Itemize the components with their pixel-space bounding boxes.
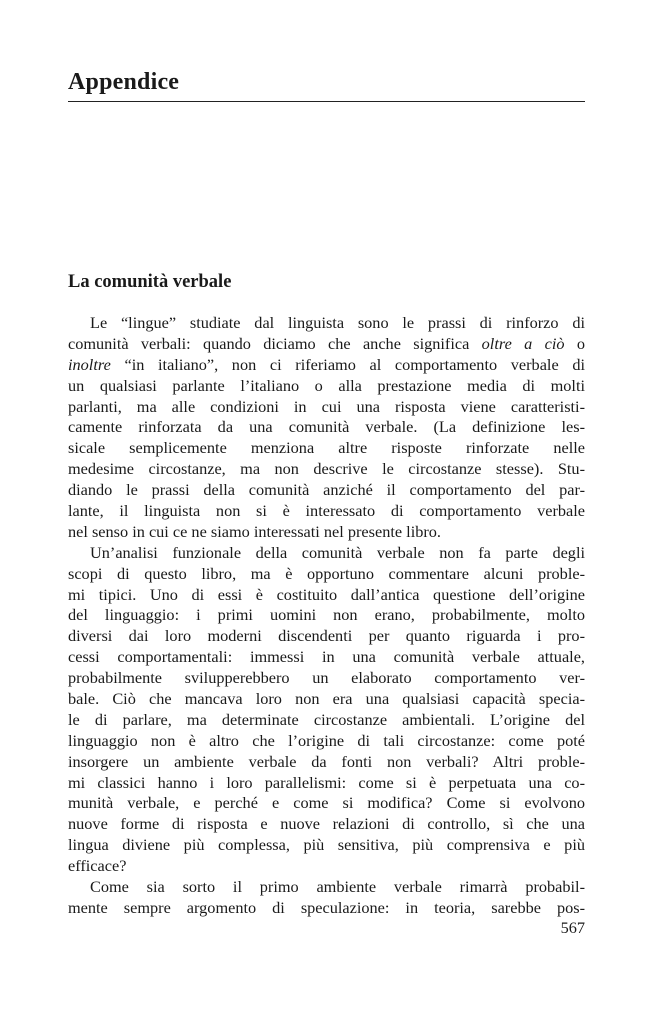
- text-line: medesime circostanze, ma non descrive le circostanze stesse). Stu-: [68, 459, 585, 479]
- text-line: un qualsiasi parlante l’italiano o alla prestazione media di molti: [68, 375, 585, 395]
- text-line: lingua diviene più complessa, più sensitiva, più comprensiva e più: [68, 835, 585, 855]
- text-line: sicale semplicemente menziona altre risposte rinforzate nelle: [68, 438, 585, 458]
- body-text: [68, 313, 585, 919]
- text-line: efficace?: [68, 856, 127, 876]
- text-line: lante, il linguista non si è interessato di comportamento verbale: [68, 501, 585, 521]
- text-line: munità verbale, e perché e come si modifica? Come si evolvono: [68, 793, 585, 813]
- text-line: scopi di questo libro, ma è opportuno commentare alcuni proble-: [68, 563, 585, 583]
- text-line: diando le prassi della comunità anziché il comportamento del par-: [68, 480, 585, 500]
- chapter-title: Appendice: [68, 68, 585, 102]
- italic-term: inoltre: [68, 354, 111, 374]
- text-line: probabilmente svilupperebbero un elaborato comportamento ver-: [68, 668, 585, 688]
- text-line: Le “lingue” studiate dal linguista sono le prassi di rinforzo di: [90, 313, 585, 332]
- italic-term: oltre a ciò: [481, 333, 565, 353]
- text-line: cessi comportamentali: immessi in una comunità verbale attuale,: [68, 647, 585, 667]
- text-line: nel senso in cui ce ne siamo interessati nel presente libro.: [68, 521, 441, 541]
- text-line: linguaggio non è altro che l’origine di tali circostanze: come poté: [68, 730, 585, 750]
- text-line: le di parlare, ma determinate circostanze ambientali. L’origine del: [68, 709, 585, 729]
- text-line: mente sempre argomento di speculazione: in teoria, sarebbe pos-: [68, 897, 585, 917]
- text-line: camente rinforzata da una comunità verbale. (La definizione les-: [68, 417, 585, 437]
- text-line: comunità verbali: quando diciamo che anche significa oltre a ciò o: [68, 333, 585, 353]
- text-line: Un’analisi funzionale della comunità verbale non fa parte degli: [90, 542, 585, 562]
- text-line: mi tipici. Uno di essi è costituito dall’antica questione dell’origine: [68, 584, 585, 604]
- text-line: mi classici hanno i loro parallelismi: come si è perpetuata una co-: [68, 772, 585, 792]
- text-line: Come sia sorto il primo ambiente verbale rimarrà probabil-: [90, 877, 585, 897]
- text-line: inoltre “in italiano”, non ci riferiamo al comportamento verbale di: [68, 354, 585, 374]
- text-line: parlanti, ma alle condizioni in cui una risposta viene caratteristi-: [68, 396, 585, 416]
- text-line: diversi dai loro moderni discendenti per quanto riguarda i pro-: [68, 626, 585, 646]
- page-number: 567: [560, 918, 585, 937]
- text-line: bale. Ciò che mancava loro non era una qualsiasi capacità specia-: [68, 689, 585, 709]
- section-heading: La comunità verbale: [68, 272, 232, 292]
- text-line: insorgere un ambiente verbale da fonti non verbali? Altri proble-: [68, 751, 585, 771]
- text-line: del linguaggio: i primi uomini non erano, probabilmente, molto: [68, 605, 585, 625]
- text-line: nuove forme di risposta e nuove relazioni di controllo, sì che una: [68, 814, 585, 834]
